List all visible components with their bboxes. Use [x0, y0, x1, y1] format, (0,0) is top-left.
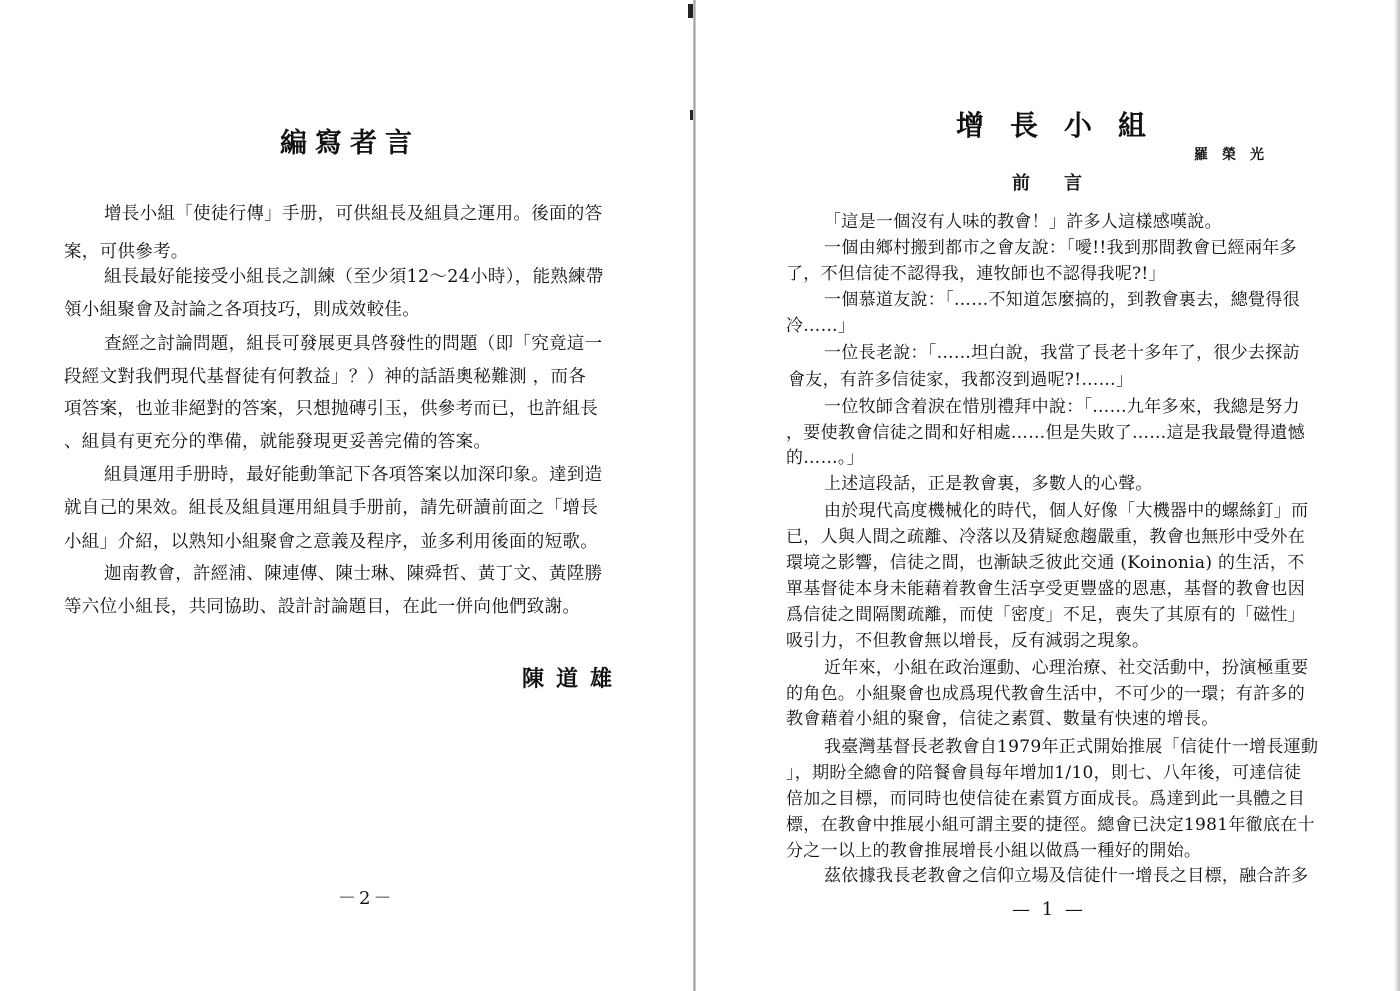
- left-page: [0, 0, 690, 991]
- paragraph-line: 了，不但信徒不認得我，連牧師也不認得我呢?!」: [786, 264, 1166, 284]
- paragraph-line: 教會藉着小組的聚會，信徒之素質、數量有快速的增長。: [786, 709, 1219, 729]
- paragraph-line: 爲信徒之間隔閡疏離，而使「密度」不足，喪失了其原有的「磁性」: [786, 605, 1305, 625]
- paragraph-line: 案，可供參考。: [64, 242, 189, 262]
- paragraph-line: 查經之討論問題，組長可發展更具啓發性的問題（即「究竟這一: [104, 334, 603, 354]
- paragraph-line: 已，人與人間之疏離、冷落以及猜疑愈趨嚴重，教會也無形中受外在: [786, 527, 1305, 547]
- page-number: －2－: [338, 888, 395, 909]
- scan-mark: [690, 110, 693, 120]
- page-title: 編寫者言: [280, 128, 420, 159]
- author-signature: 陳道雄: [522, 666, 625, 692]
- paragraph-line: 的角色。小組聚會也成爲現代教會生活中，不可少的一環；有許多的: [786, 684, 1305, 704]
- paragraph-line: 冷……」: [786, 316, 856, 336]
- paragraph-line: 上述這段話，正是教會裏，多數人的心聲。: [824, 474, 1153, 494]
- paragraph-line: 分之一以上的教會推展增長小組以做爲一種好的開始。: [786, 841, 1202, 861]
- paragraph-line: 領小組聚會及討論之各項技巧，則成效較佳。: [64, 300, 420, 320]
- paragraph-line: 等六位小組長，共同協助、設計討論題目，在此一併向他們致謝。: [64, 597, 581, 617]
- paragraph-line: 會友，有許多信徒家，我都沒到過呢?!……」: [788, 370, 1134, 390]
- paragraph-line: 一個慕道友說：「……不知道怎麼搞的，到教會裏去，總覺得很: [824, 290, 1300, 310]
- right-page: [700, 0, 1400, 991]
- paragraph-line: 一位牧師含着淚在惜別禮拜中說：「……九年多來，我總是努力: [824, 397, 1300, 417]
- paragraph-line: 茲依據我長老教會之信仰立場及信徒什一增長之目標，融合許多: [824, 866, 1309, 886]
- paragraph-line: 由於現代高度機械化的時代，個人好像「大機器中的螺絲釘」而: [824, 501, 1309, 521]
- paragraph-line: 單基督徒本身未能藉着教會生活享受更豐盛的恩惠，基督的教會也因: [786, 579, 1305, 599]
- paragraph-line: 小組」介紹，以熟知小組聚會之意義及程序，並多利用後面的短歌。: [64, 532, 598, 552]
- page-number: — 1 —: [1012, 899, 1086, 920]
- paragraph-line: 」，期盼全總會的陪餐會員每年增加1/10，則七、八年後，可達信徒: [786, 763, 1302, 783]
- paragraph-line: 「這是一個沒有人味的教會！」許多人這樣感嘆說。: [824, 212, 1222, 232]
- section-heading: 前言: [1012, 173, 1116, 194]
- paragraph-line: 組員運用手册時，最好能動筆記下各項答案以加深印象。達到造: [104, 465, 603, 485]
- paragraph-line: 增長小組「使徒行傳」手册，可供組長及組員之運用。後面的答: [104, 204, 603, 224]
- paragraph-line: 、組員有更充分的準備，就能發現更妥善完備的答案。: [64, 432, 492, 452]
- paragraph-line: 段經文對我們現代基督徒有何教益」？）神的話語奧秘難測 ，而各: [64, 367, 587, 387]
- paragraph-line: 一位長老說：「……坦白說，我當了長老十多年了，很少去探訪: [824, 343, 1300, 363]
- paragraph-line: 一個由鄉村搬到都市之會友說：「噯!!我到那間教會已經兩年多: [824, 238, 1297, 258]
- author-name: 羅榮光: [1194, 147, 1278, 163]
- paragraph-line: 我臺灣基督長老教會自1979年正式開始推展「信徒什一增長運動: [824, 737, 1319, 757]
- paragraph-line: ，要使教會信徒之間和好相處……但是失敗了……這是我最覺得遺憾: [786, 423, 1305, 443]
- book-gutter: [693, 0, 696, 991]
- paragraph-line: 倍加之目標，而同時也使信徒在素質方面成長。爲達到此一具體之目: [786, 789, 1305, 809]
- paragraph-line: 近年來，小組在政治運動、心理治療、社交活動中，扮演極重要: [824, 658, 1309, 678]
- paragraph-line: 組長最好能接受小組長之訓練（至少須12～24小時），能熟練帶: [104, 267, 604, 287]
- paragraph-line: 的……。」: [786, 448, 864, 468]
- paragraph-line: 項答案，也並非絕對的答案，只想抛磚引玉，供參考而已，也許組長: [64, 399, 598, 419]
- paragraph-line: 迦南教會，許經浦、陳連傳、陳士琳、陳舜哲、黃丁文、黃陞勝: [104, 564, 603, 584]
- paragraph-line: 就自己的果效。組長及組員運用組員手册前，請先研讀前面之「增長: [64, 498, 598, 518]
- page-title: 增長小組: [956, 109, 1173, 142]
- paragraph-line: 標，在教會中推展小組可謂主要的捷徑。總會已決定1981年徹底在十: [786, 815, 1315, 835]
- paragraph-line: 吸引力，不但教會無以增長，反有減弱之現象。: [786, 631, 1150, 651]
- paragraph-line: 環境之影響，信徒之間，也漸缺乏彼此交通 (Koinonia) 的生活，不: [786, 553, 1305, 573]
